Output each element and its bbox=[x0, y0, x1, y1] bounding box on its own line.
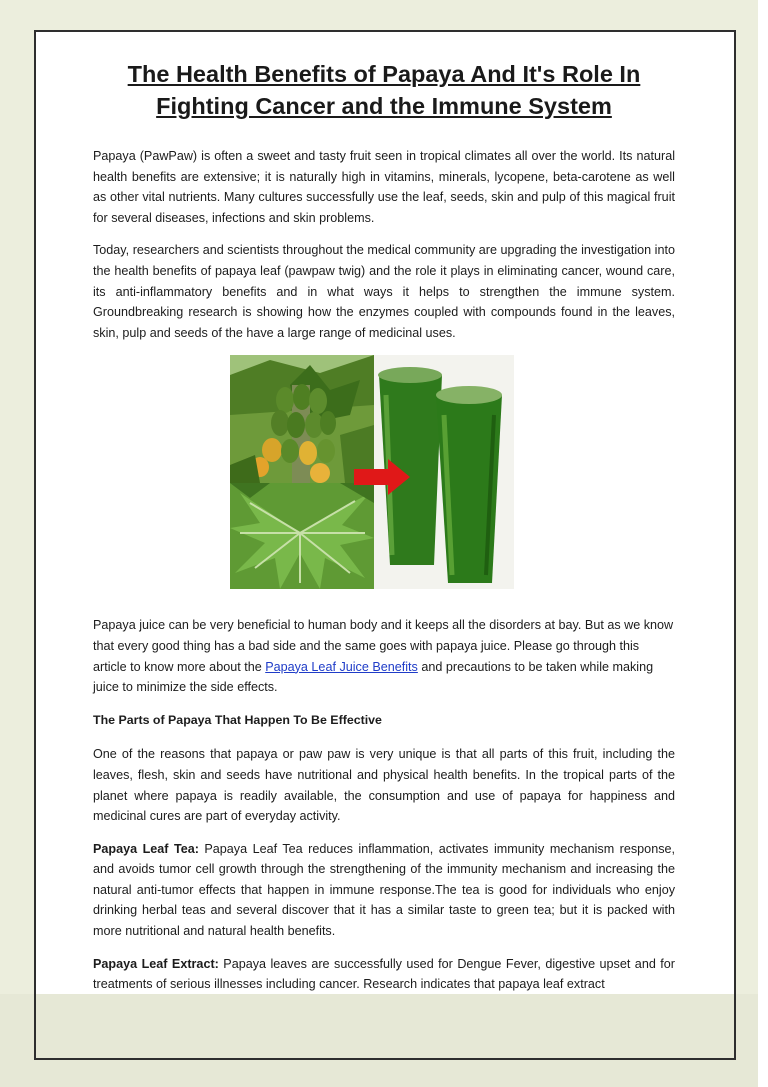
juice-text-after: and precautions to be taken while making juice to minimize the side effects. bbox=[93, 659, 654, 695]
papaya-juice-image bbox=[230, 355, 514, 589]
parts-paragraph: One of the reasons that papaya or paw paw is very unique is that all parts of this fruit, including the leaves, flesh, skin and seeds have nutritional and physical health benefits. In the tropical parts of the planet where papaya is readily available, the consumption and use of papaya for happiness and medicinal cures are part of everyday activity. bbox=[93, 747, 675, 824]
tea-label: Papaya Leaf Tea: bbox=[93, 841, 199, 856]
juice-text-before: Papaya juice can be very beneficial to human body and it keeps all the disorders at bay. But as we know that every good thing has a bad side and the same goes with papaya juice. Please go through this article to know more about the bbox=[93, 618, 674, 674]
extract-paragraph bbox=[93, 954, 675, 995]
red-arrow-icon bbox=[354, 459, 410, 495]
intro-paragraph: Papaya (PawPaw) is often a sweet and tasty fruit seen in tropical climates all over the world. Its natural health benefits are extensive; it is naturally high in vitamins, minerals, lycopene, beta-carotene as well as other vital nutrients. Many cultures successfully use the leaf, seeds, skin and pulp of this magical fruit for several diseases, infections and skin problems. bbox=[93, 149, 675, 225]
extract-label: Papaya Leaf Extract: bbox=[93, 956, 219, 971]
research-paragraph: Today, researchers and scientists throughout the medical community are upgrading the investigation into the health benefits of papaya leaf (pawpaw twig) and the role it plays in eliminating cancer, wound care, its anti-inflammatory benefits and in what ways it helps to strengthen the immune system. Groundbreaking research is showing how the enzymes coupled with compounds found in the leaves, skin, pulp and seeds of the have a large range of medicinal uses. bbox=[93, 243, 675, 340]
tea-paragraph bbox=[93, 839, 675, 942]
papaya-leaf-photo bbox=[230, 483, 374, 589]
page-title: The Health Benefits of Papaya And It's Role In Fighting Cancer and the Immune System bbox=[127, 61, 641, 119]
parts-heading: The Parts of Papaya That Happen To Be Effective bbox=[93, 712, 382, 727]
tea-text: Papaya Leaf Tea reduces inflammation, activates immunity mechanism response, and avoids tumor cell growth through the strengthening of the immunity mechanism and increasing the natural anti-tumor effects that happen in immune response.The tea is good for individuals who enjoy drinking herbal teas and several discover that it has a similar taste to green tea; but it is packed with more nutritional and natural health benefits. bbox=[93, 841, 675, 939]
extract-text: Papaya leaves are successfully used for Dengue Fever, digestive upset and for treatments of serious illnesses including cancer. Research indicates that papaya leaf extract bbox=[93, 956, 675, 992]
juice-paragraph bbox=[93, 615, 675, 697]
papaya-leaf-juice-benefits-link[interactable]: Papaya Leaf Juice Benefits bbox=[265, 659, 418, 674]
document-body bbox=[93, 58, 675, 1007]
papaya-tree-photo bbox=[230, 355, 374, 483]
